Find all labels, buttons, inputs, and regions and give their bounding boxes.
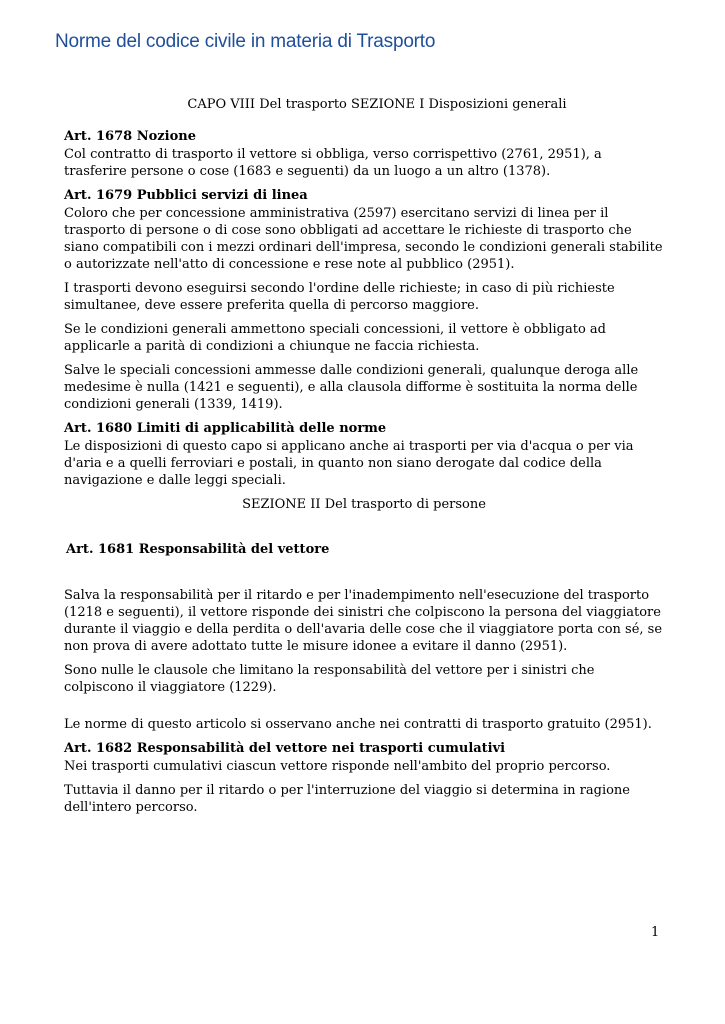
article-1681-paragraph-2: Sono nulle le clausole che limitano la responsabilità del vettore per i sinistri che colpiscono il viaggiatore (1229). [64, 663, 595, 695]
article-1678-paragraph-1: Col contratto di trasporto il vettore si obbliga, verso corrispettivo (2761, 2951), a trasferire persone o cose (1683 e seguenti) da un luogo a un altro (1378). [64, 147, 602, 179]
chapter-heading: CAPO VIII Del trasporto SEZIONE I Disposizioni generali [187, 97, 567, 112]
article-1681-paragraph-1: Salva la responsabilità per il ritardo e per l'inadempimento nell'esecuzione del trasporto (1218 e seguenti), il vettore risponde dei sinistri che colpiscono la persona del viaggiatore durante il viaggio e della perdita o dell'avaria delle cose che il viaggiatore porta con sé, se non prova di avere adottato tutte le misure idonee a evitare il danno (2951). [64, 588, 663, 654]
article-1680-paragraph-1: Le disposizioni di questo capo si applicano anche ai trasporti per via d'acqua o per via d'aria e a quelli ferroviari e postali, in quanto non siano derogate dal codice della navigazione e dalle leggi speciali. [64, 439, 634, 488]
article-1680-heading: Art. 1680 Limiti di applicabilità delle norme [64, 421, 387, 436]
article-1679-heading: Art. 1679 Pubblici servizi di linea [64, 188, 308, 203]
section-heading: SEZIONE II Del trasporto di persone [242, 497, 486, 512]
article-1682-paragraph-2: Tuttavia il danno per il ritardo o per l'interruzione del viaggio si determina in ragione dell'intero percorso. [64, 783, 631, 815]
article-1679-paragraph-4: Salve le speciali concessioni ammesse dalle condizioni generali, qualunque deroga alle medesime è nulla (1421 e seguenti), e alla clausola difforme è sostituita la norma delle condizioni generali (1339, 1419). [64, 363, 639, 412]
article-1681-paragraph-3: Le norme di questo articolo si osservano anche nei contratti di trasporto gratuito (2951). [64, 717, 652, 732]
article-1679-paragraph-1: Coloro che per concessione amministrativa (2597) esercitano servizi di linea per il trasporto di persone o di cose sono obbligati ad accettare le richieste di trasporto che siano compatibili con i mezzi ordinari dell'impresa, secondo le condizioni generali stabilite o autorizzate nell'atto di concessione e rese note al pubblico (2951). [64, 206, 663, 272]
document-body [64, 96, 664, 823]
article-1679-paragraph-3: Se le condizioni generali ammettono speciali concessioni, il vettore è obbligato ad applicarle a parità di condizioni a chiunque ne faccia richiesta. [64, 322, 607, 354]
article-1678-heading: Art. 1678 Nozione [64, 129, 196, 144]
page-number: 1 [651, 925, 660, 940]
article-1679-paragraph-2: I trasporti devono eseguirsi secondo l'ordine delle richieste; in caso di più richieste simultanee, deve essere preferita quella di percorso maggiore. [64, 281, 615, 313]
document-title: Norme del codice civile in materia di Trasporto [55, 31, 436, 52]
article-1681-heading: Art. 1681 Responsabilità del vettore [66, 542, 330, 557]
article-1682-heading: Art. 1682 Responsabilità del vettore nei trasporti cumulativi [64, 741, 506, 756]
article-1682-paragraph-1: Nei trasporti cumulativi ciascun vettore risponde nell'ambito del proprio percorso. [64, 759, 611, 774]
